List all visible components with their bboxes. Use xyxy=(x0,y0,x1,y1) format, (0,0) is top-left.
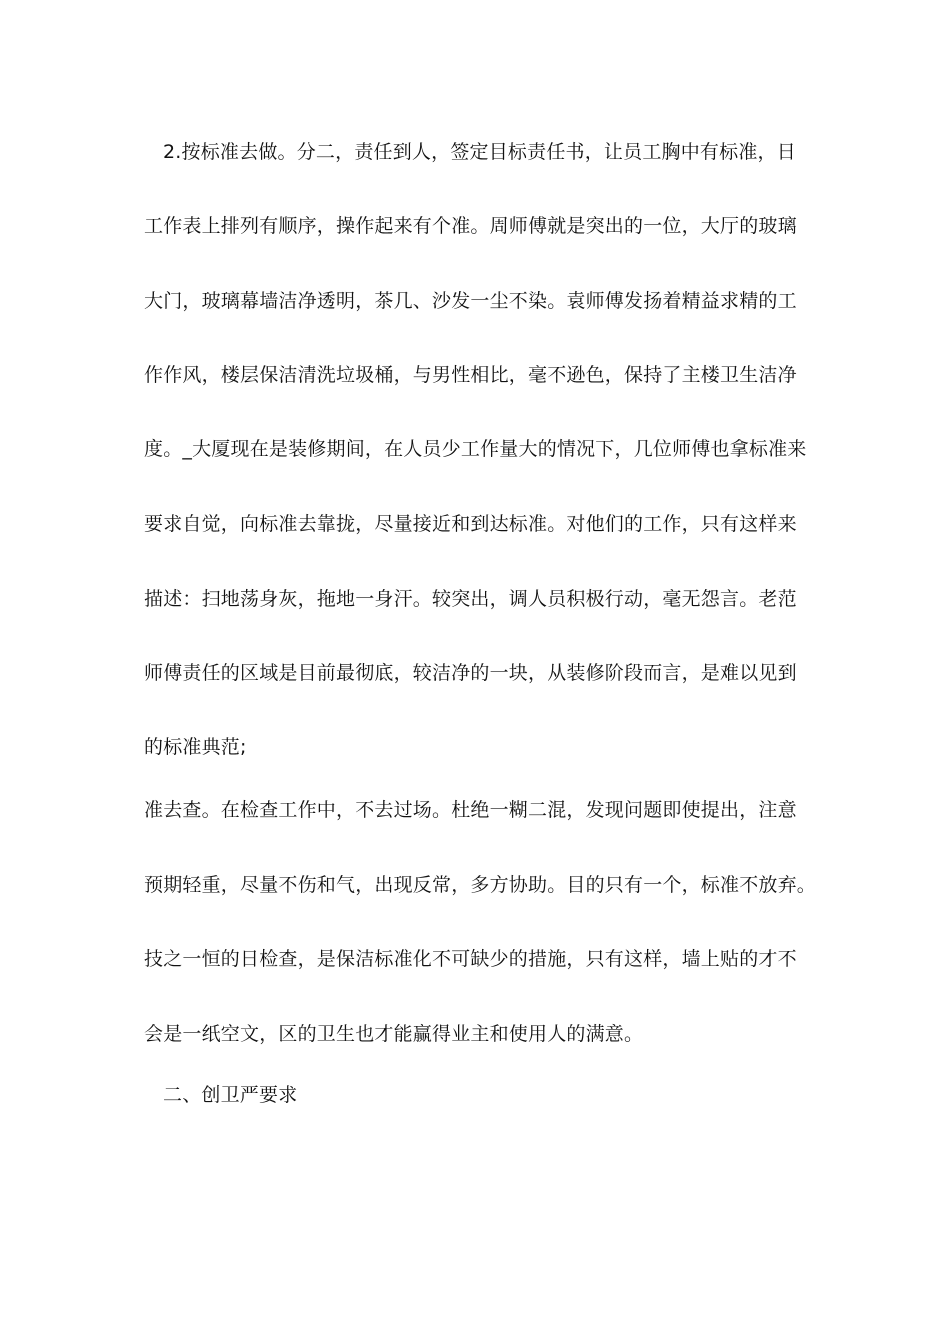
paragraph-line-9: 的标准典范; xyxy=(144,736,247,758)
paragraph-line-10: 准去查。在检查工作中，不去过场。杜绝一糊二混，发现问题即使提出，注意 xyxy=(144,799,797,821)
paragraph-line-6: 要求自觉，向标准去靠拢，尽量接近和到达标准。对他们的工作，只有这样来 xyxy=(144,513,797,535)
paragraph-line-12: 技之一恒的日检查，是保洁标准化不可缺少的措施，只有这样，墙上贴的才不 xyxy=(144,948,797,970)
paragraph-line-11: 预期轻重，尽量不伤和气，出现反常，多方协助。目的只有一个，标准不放弃。 xyxy=(144,874,817,896)
paragraph-line-8: 师傅责任的区域是目前最彻底，较洁净的一块，从装修阶段而言，是难以见到 xyxy=(144,662,797,684)
paragraph-line-1: 2.按标准去做。分二，责任到人，签定目标责任书，让员工胸中有标准，日 xyxy=(163,141,796,163)
paragraph-line-5: 度。_大厦现在是装修期间，在人员少工作量大的情况下，几位师傅也拿标准来 xyxy=(144,438,807,460)
paragraph-line-3: 大门，玻璃幕墙洁净透明，茶几、沙发一尘不染。袁师傅发扬着精益求精的工 xyxy=(144,290,797,312)
section-heading: 二、创卫严要求 xyxy=(163,1084,298,1106)
paragraph-line-7: 描述：扫地荡身灰，拖地一身汗。较突出，调人员积极行动，毫无怨言。老范 xyxy=(144,588,797,610)
paragraph-line-13: 会是一纸空文，区的卫生也才能赢得业主和使用人的满意。 xyxy=(144,1023,644,1045)
paragraph-line-4: 作作风，楼层保洁清洗垃圾桶，与男性相比，毫不逊色，保持了主楼卫生洁净 xyxy=(144,364,797,386)
paragraph-line-2: 工作表上排列有顺序，操作起来有个准。周师傅就是突出的一位，大厅的玻璃 xyxy=(144,215,797,237)
